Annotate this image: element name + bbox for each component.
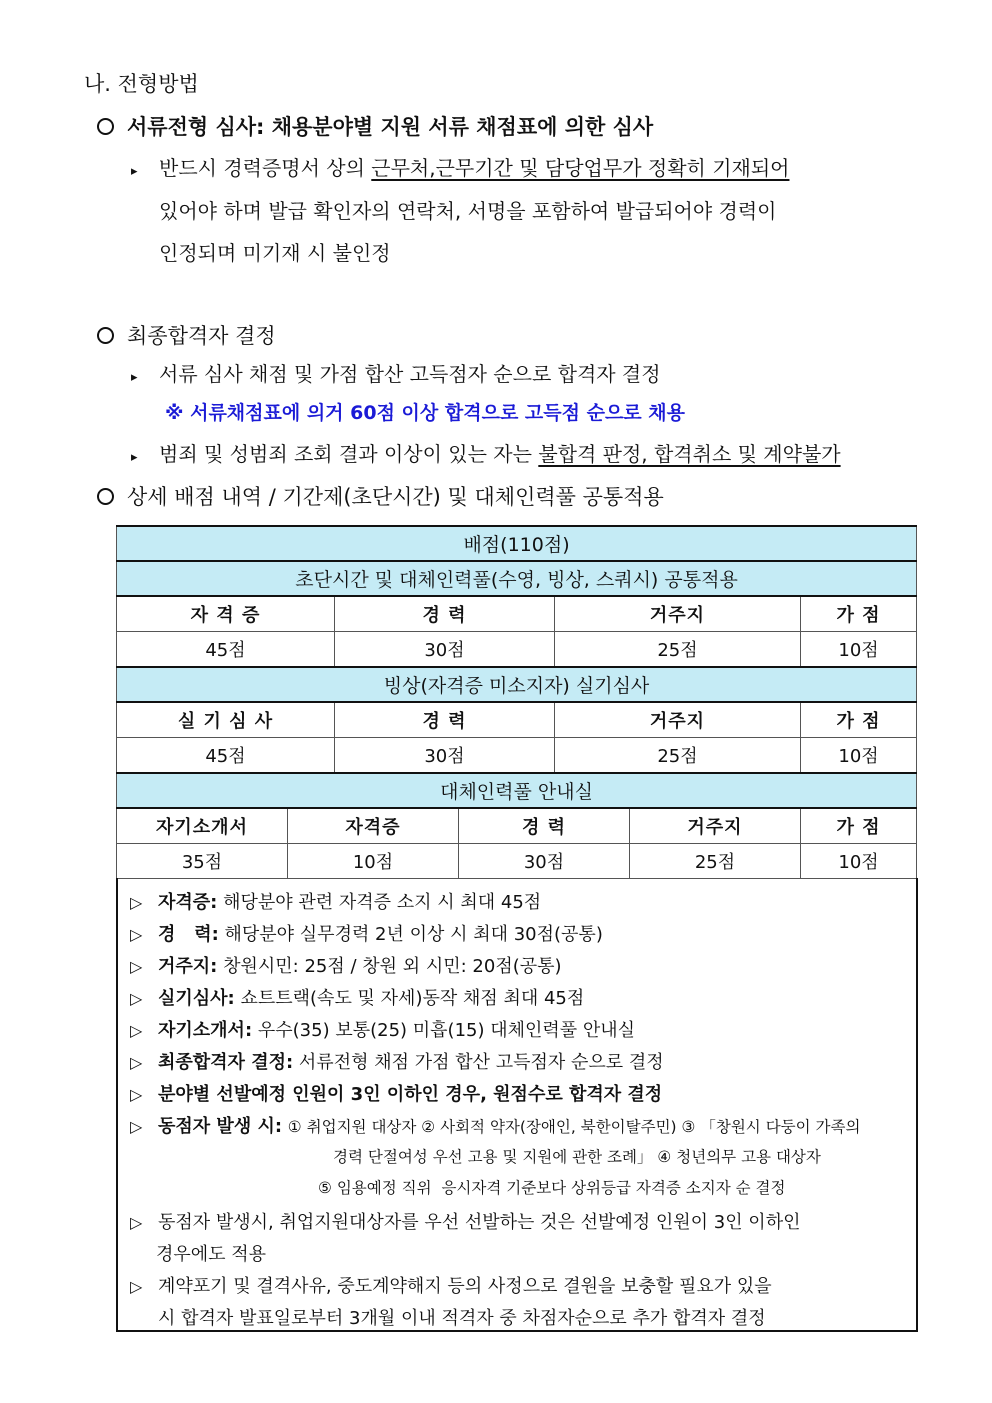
group1-value-row [117, 632, 917, 668]
doc-review-bullet [131, 152, 789, 181]
group1-header-cell: 자 격 증 [117, 596, 335, 632]
group3-header-row [117, 808, 917, 844]
note-line [130, 888, 541, 914]
note-text: 쇼트트랙(속도 및 자세)동작 채점 최대 45점 [240, 988, 585, 1009]
group3-band: 대체인력풀 안내실 [117, 773, 917, 808]
white-triangle-icon: ▷ [130, 893, 143, 912]
group2-band-row [117, 667, 917, 702]
note-label: 자격증: [158, 892, 218, 913]
note-bold-text: 분야별 선발예정 인원이 3인 이하인 경우, 원점수로 합격자 결정 [158, 1084, 663, 1105]
note-line [130, 1080, 662, 1106]
white-triangle-icon: ▷ [130, 1277, 143, 1296]
group3-header-cell: 자격증 [288, 808, 459, 844]
group2-value-cell: 10점 [801, 738, 917, 774]
note-line-continued: 경력 단절여성 우선 고용 및 지원에 관한 조례」 ④ 청년의무 고용 대상자 [333, 1148, 821, 1166]
circle-bullet-icon [97, 118, 114, 135]
group3-value-cell: 35점 [117, 844, 288, 879]
note-label: 자기소개서: [158, 1020, 253, 1041]
doc-review-heading-text: 서류전형 심사: 채용분야별 지원 서류 채점표에 의한 심사 [127, 115, 654, 139]
group1-band-row [117, 561, 917, 596]
white-triangle-icon: ▷ [130, 957, 143, 976]
group2-header-cell: 경 력 [335, 702, 555, 738]
note-text: 계약포기 및 결격사유, 중도계약해지 등의 사정으로 결원을 보충할 필요가 있을 [158, 1276, 772, 1297]
white-triangle-icon: ▷ [130, 1213, 143, 1232]
white-triangle-icon: ▷ [130, 1053, 143, 1072]
note-line-continued: 시 합격자 발표일로부터 3개월 이내 적격자 중 차점자순으로 추가 합격자 결정 [158, 1308, 766, 1329]
group1-value-cell: 30점 [335, 632, 555, 668]
section-title: 나. 전형방법 [84, 72, 199, 96]
white-triangle-icon: ▷ [130, 1021, 143, 1040]
group2-header-row [117, 702, 917, 738]
group1-value-cell: 45점 [117, 632, 335, 668]
note-line-continued: ⑤ 임용예정 직위 응시자격 기준보다 상위등급 자격증 소지자 순 결정 [318, 1179, 786, 1197]
note-line [130, 952, 562, 978]
note-line [130, 1048, 664, 1074]
triangle-bullet-icon: ▸ [131, 450, 138, 465]
detail-heading-text: 상세 배점 내역 / 기간제(초단시간) 및 대체인력풀 공통적용 [127, 485, 664, 509]
note-text: 창원시민: 25점 / 창원 외 시민: 20점(공통) [223, 956, 562, 977]
group2-value-cell: 45점 [117, 738, 335, 774]
note-line [130, 1016, 635, 1042]
group3-value-cell: 10점 [801, 844, 917, 879]
group1-header-row [117, 596, 917, 632]
group2-header-cell: 실 기 심 사 [117, 702, 335, 738]
note-label: 동점자 발생 시: [158, 1116, 283, 1137]
white-triangle-icon: ▷ [130, 989, 143, 1008]
doc-review-heading [97, 111, 653, 141]
note-text: 우수(35) 보통(25) 미흡(15) 대체인력풀 안내실 [257, 1020, 636, 1041]
group1-band: 초단시간 및 대체인력풀(수영, 빙상, 스쿼시) 공통적용 [117, 561, 917, 596]
group3-header-cell: 가 점 [801, 808, 917, 844]
note-label: 거주지: [158, 956, 218, 977]
final-pass-bullet2 [131, 438, 841, 467]
note-line [130, 1272, 772, 1298]
note-text: 동점자 발생시, 취업지원대상자를 우선 선발하는 것은 선발예정 인원이 3인 이하인 [158, 1212, 801, 1233]
group1-header-cell: 경 력 [335, 596, 555, 632]
note-text: 서류전형 채점 가점 합산 고득점자 순으로 결정 [298, 1052, 664, 1073]
group3-band-row [117, 773, 917, 808]
final-pass-heading-text: 최종합격자 결정 [127, 324, 276, 348]
detail-heading [97, 481, 664, 511]
triangle-bullet-icon: ▸ [131, 164, 138, 179]
group1-header-cell: 가 점 [801, 596, 917, 632]
note-text: 해당분야 실무경력 2년 이상 시 최대 30점(공통) [224, 924, 603, 945]
group3-value-row [117, 844, 917, 879]
note-label: 경 력: [158, 924, 219, 945]
doc-review-line3: 인정되며 미기재 시 불인정 [159, 241, 391, 265]
group3-header-cell: 자기소개서 [117, 808, 288, 844]
final-pass-heading [97, 320, 276, 350]
group3-header-cell: 거주지 [630, 808, 801, 844]
table-title: 배점(110점) [117, 526, 917, 561]
final-pass-bullet2-underlined: 불합격 판정, 합격취소 및 계약불가 [538, 442, 841, 466]
note-line [130, 920, 603, 946]
notes-box [116, 878, 918, 1332]
group3-value-cell: 25점 [630, 844, 801, 879]
note-line [130, 984, 584, 1010]
group1-value-cell: 10점 [801, 632, 917, 668]
circle-bullet-icon [97, 488, 114, 505]
final-pass-bullet2-pre: 범죄 및 성범죄 조회 결과 이상이 있는 자는 [159, 442, 532, 466]
triangle-bullet-icon: ▸ [131, 370, 138, 385]
note-label: 최종합격자 결정: [158, 1052, 294, 1073]
note-text: ① 취업지원 대상자 ② 사회적 약자(장애인, 북한이탈주민) ③ 「창원시 다둥이 가족의 [287, 1118, 861, 1136]
doc-review-bullet-underlined: 근무처,근무기간 및 담당업무가 정확히 기재되어 [371, 156, 790, 180]
score-table [116, 525, 917, 879]
white-triangle-icon: ▷ [130, 1085, 143, 1104]
table-title-row [117, 526, 917, 561]
group2-header-cell: 거주지 [555, 702, 801, 738]
doc-review-line2: 있어야 하며 발급 확인자의 연락처, 서명을 포함하여 발급되어야 경력이 [159, 199, 777, 223]
final-pass-bullet1 [131, 358, 661, 387]
note-line [130, 1112, 860, 1138]
white-triangle-icon: ▷ [130, 925, 143, 944]
white-triangle-icon: ▷ [130, 1117, 143, 1136]
note-label: 실기심사: [158, 988, 235, 1009]
circle-bullet-icon [97, 327, 114, 344]
group3-header-cell: 경 력 [459, 808, 630, 844]
note-line [130, 1208, 800, 1234]
group2-header-cell: 가 점 [801, 702, 917, 738]
group2-band: 빙상(자격증 미소지자) 실기심사 [117, 667, 917, 702]
group2-value-cell: 25점 [555, 738, 801, 774]
note-line-continued: 경우에도 적용 [156, 1244, 267, 1265]
group2-value-row [117, 738, 917, 774]
note-text: 해당분야 관련 자격증 소지 시 최대 45점 [223, 892, 542, 913]
group3-value-cell: 30점 [459, 844, 630, 879]
group2-value-cell: 30점 [335, 738, 555, 774]
group3-value-cell: 10점 [288, 844, 459, 879]
group1-value-cell: 25점 [555, 632, 801, 668]
doc-review-bullet-pre: 반드시 경력증명서 상의 [159, 156, 365, 180]
final-pass-note: ※ 서류채점표에 의거 60점 이상 합격으로 고득점 순으로 채용 [165, 402, 685, 424]
final-pass-bullet1-text: 서류 심사 채점 및 가점 합산 고득점자 순으로 합격자 결정 [159, 362, 661, 386]
group1-header-cell: 거주지 [555, 596, 801, 632]
